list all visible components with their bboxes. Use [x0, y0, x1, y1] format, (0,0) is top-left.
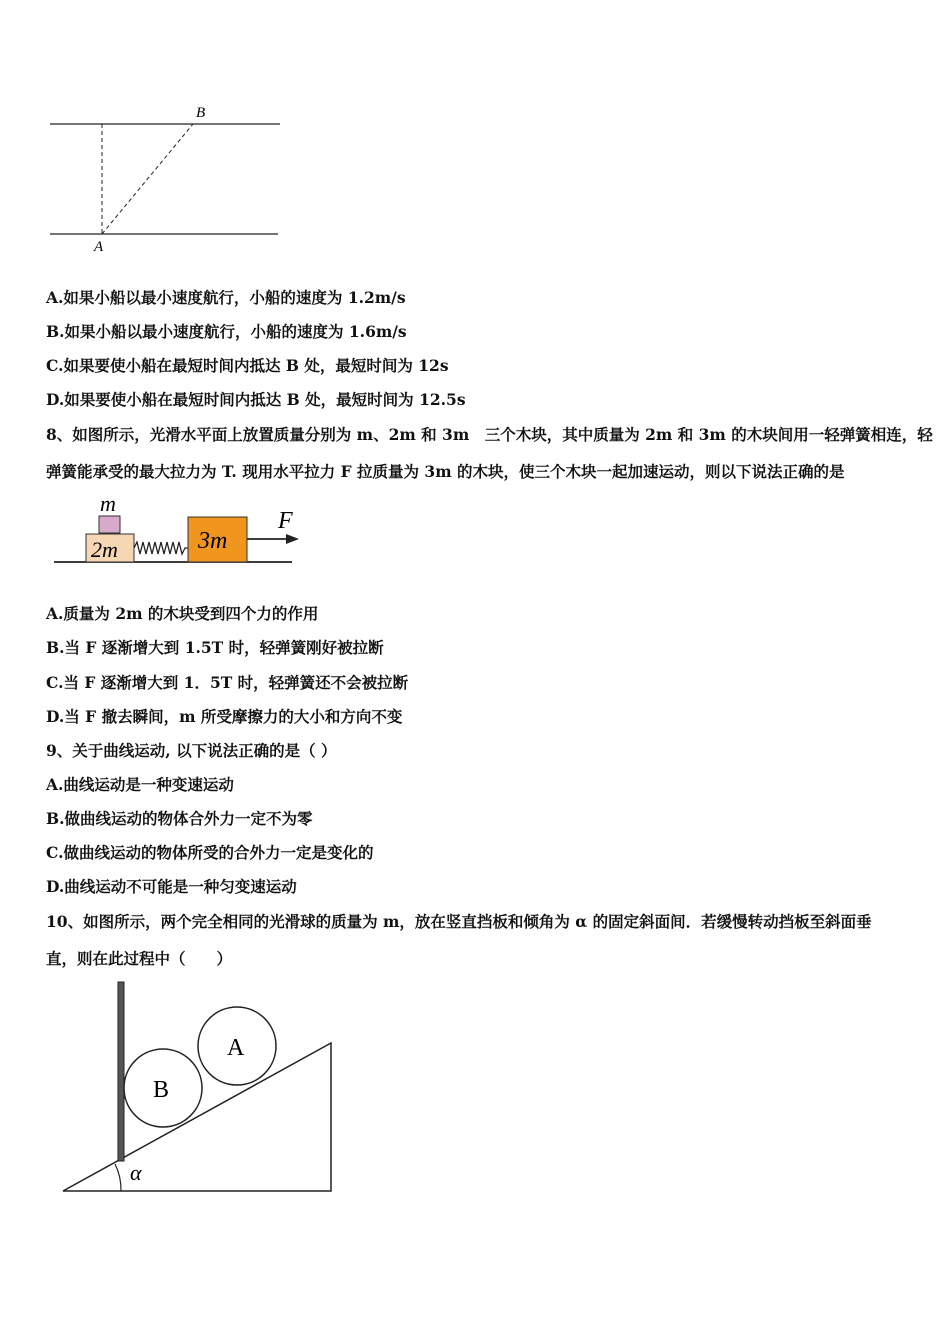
- block-m: [99, 516, 120, 533]
- vertical-baffle: [118, 982, 124, 1161]
- q10-stem-line2: 直，则在此过程中（ ）: [46, 949, 233, 968]
- q8-stem-line2: 弹簧能承受的最大拉力为 T. 现用水平拉力 F 拉质量为 3m 的木块，使三个木块一起加速运动，则以下说法正确的是: [46, 462, 845, 481]
- point-a-label: A: [94, 239, 104, 255]
- q10-stem-line1: 10、如图所示，两个完全相同的光滑球的质量为 m，放在竖直挡板和倾角为 α 的固定斜面间．若缓慢转动挡板至斜面垂: [46, 912, 872, 931]
- ball-a-label: A: [227, 1035, 245, 1061]
- q9-option-d: D.曲线运动不可能是一种匀变速运动: [46, 877, 297, 896]
- q8-stem-line1: 8、如图所示，光滑水平面上放置质量分别为 m、2m 和 3m 三个木块，其中质量为 2m 和 3m 的木块间用一轻弹簧相连，轻: [46, 425, 933, 444]
- river-crossing-figure: [40, 98, 290, 258]
- q9-option-b: B.做曲线运动的物体合外力一定不为零: [46, 809, 313, 828]
- q9-stem: 9、关于曲线运动, 以下说法正确的是（ ）: [46, 741, 337, 760]
- spring: [134, 542, 188, 554]
- q7-option-c: C.如果要使小船在最短时间内抵达 B 处，最短时间为 12s: [46, 356, 449, 375]
- point-b-label: B: [196, 105, 206, 121]
- q8-option-a: A.质量为 2m 的木块受到四个力的作用: [46, 604, 319, 623]
- incline-wedge: [63, 1043, 331, 1191]
- block-m-label: m: [100, 492, 116, 516]
- q9-option-c: C.做曲线运动的物体所受的合外力一定是变化的: [46, 843, 374, 862]
- q8-option-b: B.当 F 逐渐增大到 1.5T 时，轻弹簧刚好被拉断: [46, 638, 384, 657]
- balls-incline-figure: [55, 976, 345, 1198]
- q7-option-a: A.如果小船以最小速度航行，小船的速度为 1.2m/s: [46, 288, 406, 307]
- q8-option-c: C.当 F 逐渐增大到 1．5T 时，轻弹簧还不会被拉断: [46, 673, 409, 692]
- q7-option-b: B.如果小船以最小速度航行，小船的速度为 1.6m/s: [46, 322, 407, 341]
- ball-b-label: B: [153, 1077, 170, 1103]
- angle-alpha-label: α: [130, 1160, 142, 1185]
- block-3m-label: 3m: [198, 528, 228, 554]
- diagonal-dashed-line: [102, 124, 193, 234]
- force-f-label: F: [278, 508, 293, 534]
- q8-option-d: D.当 F 撤去瞬间，m 所受摩擦力的大小和方向不变: [46, 707, 403, 726]
- q9-option-a: A.曲线运动是一种变速运动: [46, 775, 234, 794]
- q7-option-d: D.如果要使小船在最短时间内抵达 B 处，最短时间为 12.5s: [46, 390, 466, 409]
- block-2m-label: 2m: [91, 537, 118, 562]
- force-arrow-head: [286, 534, 299, 544]
- blocks-spring-figure: [50, 492, 310, 572]
